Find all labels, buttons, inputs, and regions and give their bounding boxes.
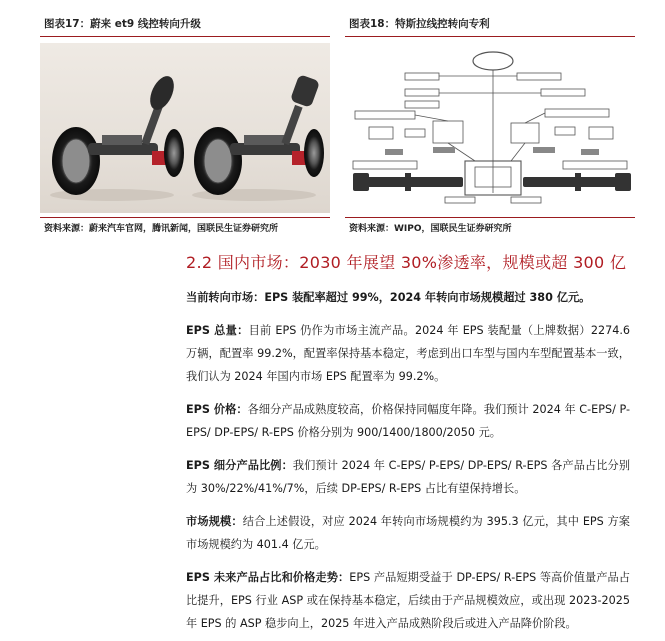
paragraph-text: 我们预计 2024 年 C-EPS/ P-EPS/ DP-EPS/ R-EPS 各产品占比分别为 30%/22%/41%/7%，后续 DP-EPS/ R-EPS 占比有望保持增长。 [186, 459, 631, 495]
figure-source: 资料来源：WIPO，国联民生证券研究所 [345, 217, 635, 234]
paragraph-text: 结合上述假设，对应 2024 年转向市场规模约为 395.3 亿元，其中 EPS 方案市场规模约为 401.4 亿元。 [186, 515, 630, 551]
paragraph-text: 目前 EPS 仍作为市场主流产品。2024 年 EPS 装配量（上牌数据）2274.6 万辆，配置率 99.2%，配置率保持基本稳定，考虑到出口车型与国内车型配置基本一致，我们认为 2024 年国内市场 EPS 配置率为 99.2%。 [186, 324, 631, 383]
figure-title: 图表17：蔚来 et9 线控转向升级 [40, 14, 330, 37]
paragraph-lead: EPS 总量： [186, 324, 249, 337]
figure-18 [345, 14, 635, 234]
paragraph-text: 各细分产品成熟度较高，价格保持同幅度年降。我们预计 2024 年 C-EPS/ P-EPS/ DP-EPS/ R-EPS 价格分别为 900/1400/1800/2050 元。 [186, 403, 630, 439]
chassis-illustration [40, 43, 330, 213]
steering-assembly-right [192, 74, 324, 201]
paragraph-lead: 市场规模： [186, 515, 243, 528]
paragraph-eps-total [186, 319, 630, 388]
paragraph-current-market [186, 286, 630, 309]
paragraph-lead: 当前转向市场：EPS 装配率超过 99%，2024 年转向市场规模超过 380 亿元。 [186, 291, 591, 304]
steering-chassis-photo [40, 43, 330, 213]
patent-schematic [345, 43, 635, 213]
paragraph-lead: EPS 细分产品比例： [186, 459, 293, 472]
section-title: 2.2 国内市场：2030 年展望 30%渗透率，规模或超 300 亿 [186, 253, 627, 272]
figure-17 [40, 14, 330, 234]
patent-diagram [345, 43, 635, 213]
figure-title: 图表18：特斯拉线控转向专利 [345, 14, 635, 37]
paragraph-text: EPS 产品短期受益于 DP-EPS/ R-EPS 等高价值量产品占比提升，EPS 行业 ASP 或在保持基本稳定，后续由于产品规模效应，或出现 2023-2025 年 EPS 的 ASP 稳步向上，2025 年进入产品成熟阶段后或进入产品降价阶段。 [186, 571, 631, 630]
paragraph-future-trend [186, 566, 630, 635]
figure-source: 资料来源：蔚来汽车官网，腾讯新闻，国联民生证券研究所 [40, 217, 330, 234]
paragraph-lead: EPS 未来产品占比和价格走势： [186, 571, 350, 584]
steering-assembly-left [50, 72, 184, 201]
paragraph-eps-price [186, 398, 630, 444]
paragraph-lead: EPS 价格： [186, 403, 248, 416]
paragraph-eps-mix [186, 454, 630, 500]
paragraph-market-size [186, 510, 630, 556]
